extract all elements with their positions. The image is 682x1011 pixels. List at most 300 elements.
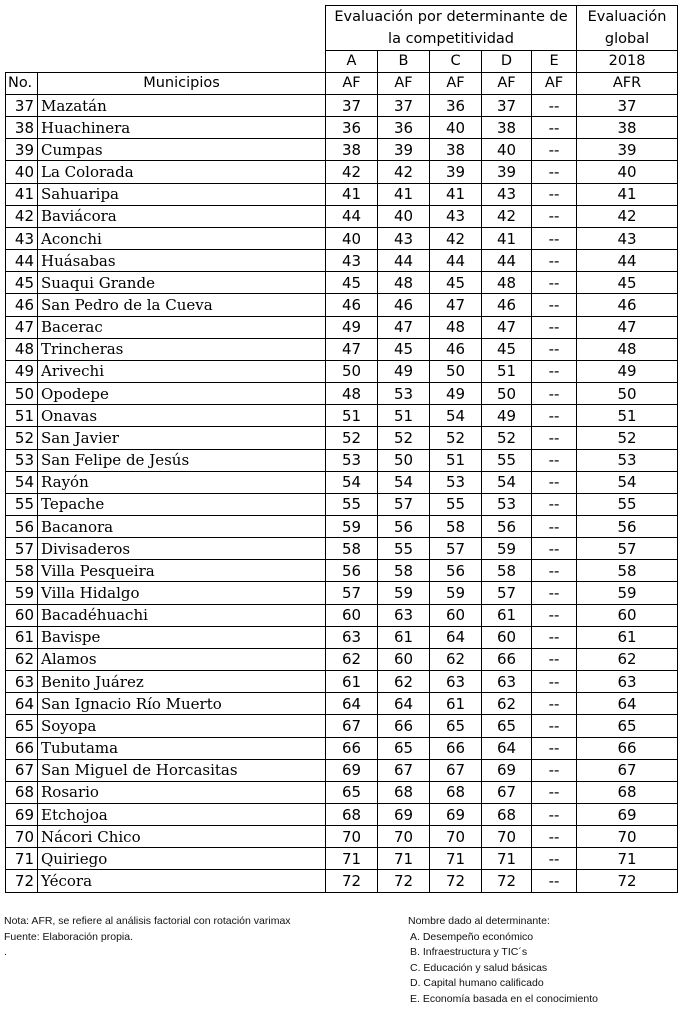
cell-no: 48	[6, 338, 38, 360]
cell-no: 58	[6, 560, 38, 582]
cell-d: 46	[482, 294, 532, 316]
cell-global: 46	[577, 294, 678, 316]
cell-e: --	[532, 870, 577, 892]
cell-e: --	[532, 781, 577, 803]
cell-c: 66	[430, 737, 482, 759]
cell-c: 44	[430, 250, 482, 272]
cell-d: 41	[482, 227, 532, 249]
cell-municipio: San Pedro de la Cueva	[38, 294, 326, 316]
table-row	[6, 648, 678, 670]
cell-municipio: Suaqui Grande	[38, 272, 326, 294]
table-row	[6, 538, 678, 560]
cell-no: 70	[6, 826, 38, 848]
table-row	[6, 715, 678, 737]
table-row	[6, 693, 678, 715]
cell-e: --	[532, 648, 577, 670]
cell-global: 43	[577, 227, 678, 249]
cell-no: 64	[6, 693, 38, 715]
cell-e: --	[532, 449, 577, 471]
cell-no: 47	[6, 316, 38, 338]
cell-c: 41	[430, 183, 482, 205]
cell-global: 53	[577, 449, 678, 471]
header-letter-d: D	[482, 51, 532, 73]
cell-municipio: Villa Pesqueira	[38, 560, 326, 582]
cell-municipio: San Felipe de Jesús	[38, 449, 326, 471]
cell-d: 51	[482, 360, 532, 382]
cell-global: 60	[577, 604, 678, 626]
cell-global: 50	[577, 383, 678, 405]
cell-global: 61	[577, 626, 678, 648]
cell-b: 65	[378, 737, 430, 759]
table-row	[6, 272, 678, 294]
cell-no: 51	[6, 405, 38, 427]
cell-no: 65	[6, 715, 38, 737]
cell-no: 43	[6, 227, 38, 249]
cell-e: --	[532, 117, 577, 139]
cell-d: 42	[482, 205, 532, 227]
cell-b: 61	[378, 626, 430, 648]
cell-b: 72	[378, 870, 430, 892]
cell-global: 57	[577, 538, 678, 560]
cell-d: 66	[482, 648, 532, 670]
cell-municipio: Sahuaripa	[38, 183, 326, 205]
table-row	[6, 781, 678, 803]
cell-d: 54	[482, 471, 532, 493]
cell-d: 69	[482, 759, 532, 781]
cell-e: --	[532, 804, 577, 826]
cell-e: --	[532, 671, 577, 693]
cell-no: 49	[6, 360, 38, 382]
cell-a: 61	[326, 671, 378, 693]
cell-e: --	[532, 715, 577, 737]
cell-global: 44	[577, 250, 678, 272]
cell-global: 63	[577, 671, 678, 693]
cell-municipio: San Javier	[38, 427, 326, 449]
cell-c: 65	[430, 715, 482, 737]
cell-a: 72	[326, 870, 378, 892]
cell-e: --	[532, 272, 577, 294]
cell-d: 70	[482, 826, 532, 848]
header-blank-top	[6, 6, 326, 73]
cell-global: 45	[577, 272, 678, 294]
cell-municipio: Quiriego	[38, 848, 326, 870]
cell-municipio: Arivechi	[38, 360, 326, 382]
cell-municipio: Benito Juárez	[38, 671, 326, 693]
cell-c: 61	[430, 693, 482, 715]
header-letter-e: E	[532, 51, 577, 73]
note-text: Nota: AFR, se refiere al análisis factorial con rotación varimax	[4, 915, 291, 927]
ranking-table	[5, 5, 678, 893]
table-row	[6, 250, 678, 272]
table-row	[6, 427, 678, 449]
cell-b: 37	[378, 95, 430, 117]
cell-a: 65	[326, 781, 378, 803]
cell-d: 47	[482, 316, 532, 338]
cell-a: 37	[326, 95, 378, 117]
cell-e: --	[532, 227, 577, 249]
cell-global: 47	[577, 316, 678, 338]
cell-d: 39	[482, 161, 532, 183]
header-year: 2018	[577, 51, 678, 73]
cell-a: 50	[326, 360, 378, 382]
cell-no: 68	[6, 781, 38, 803]
cell-global: 41	[577, 183, 678, 205]
table-row	[6, 383, 678, 405]
cell-municipio: La Colorada	[38, 161, 326, 183]
cell-no: 59	[6, 582, 38, 604]
cell-b: 71	[378, 848, 430, 870]
table-row	[6, 360, 678, 382]
cell-c: 48	[430, 316, 482, 338]
cell-c: 68	[430, 781, 482, 803]
cell-b: 58	[378, 560, 430, 582]
cell-b: 44	[378, 250, 430, 272]
table-row	[6, 95, 678, 117]
table-row	[6, 870, 678, 892]
cell-d: 58	[482, 560, 532, 582]
cell-d: 72	[482, 870, 532, 892]
cell-municipio: Etchojoa	[38, 804, 326, 826]
cell-c: 36	[430, 95, 482, 117]
cell-c: 47	[430, 294, 482, 316]
table-row	[6, 493, 678, 515]
cell-b: 47	[378, 316, 430, 338]
cell-a: 38	[326, 139, 378, 161]
cell-c: 53	[430, 471, 482, 493]
cell-c: 67	[430, 759, 482, 781]
cell-global: 59	[577, 582, 678, 604]
cell-global: 65	[577, 715, 678, 737]
cell-c: 52	[430, 427, 482, 449]
table-row	[6, 848, 678, 870]
header-letter-a: A	[326, 51, 378, 73]
cell-global: 62	[577, 648, 678, 670]
table-row	[6, 227, 678, 249]
cell-municipio: Trincheras	[38, 338, 326, 360]
cell-a: 66	[326, 737, 378, 759]
cell-b: 63	[378, 604, 430, 626]
cell-no: 61	[6, 626, 38, 648]
cell-a: 40	[326, 227, 378, 249]
cell-b: 45	[378, 338, 430, 360]
cell-e: --	[532, 471, 577, 493]
cell-d: 57	[482, 582, 532, 604]
table-row	[6, 604, 678, 626]
cell-global: 67	[577, 759, 678, 781]
cell-e: --	[532, 759, 577, 781]
cell-e: --	[532, 427, 577, 449]
cell-municipio: San Ignacio Río Muerto	[38, 693, 326, 715]
cell-c: 71	[430, 848, 482, 870]
cell-b: 41	[378, 183, 430, 205]
cell-municipio: Bacanora	[38, 515, 326, 537]
table-row	[6, 582, 678, 604]
cell-municipio: San Miguel de Horcasitas	[38, 759, 326, 781]
cell-b: 46	[378, 294, 430, 316]
header-af-d: AF	[482, 73, 532, 95]
cell-e: --	[532, 383, 577, 405]
cell-a: 70	[326, 826, 378, 848]
cell-no: 56	[6, 515, 38, 537]
cell-a: 52	[326, 427, 378, 449]
cell-d: 48	[482, 272, 532, 294]
cell-e: --	[532, 538, 577, 560]
cell-a: 69	[326, 759, 378, 781]
cell-b: 66	[378, 715, 430, 737]
cell-c: 46	[430, 338, 482, 360]
cell-no: 40	[6, 161, 38, 183]
cell-b: 36	[378, 117, 430, 139]
cell-municipio: Soyopa	[38, 715, 326, 737]
cell-c: 50	[430, 360, 482, 382]
header-group-global: Evaluación global	[577, 6, 678, 51]
header-af-b: AF	[378, 73, 430, 95]
notes-block	[4, 914, 291, 961]
table-row	[6, 804, 678, 826]
cell-d: 43	[482, 183, 532, 205]
cell-b: 48	[378, 272, 430, 294]
cell-municipio: Divisaderos	[38, 538, 326, 560]
cell-municipio: Rosario	[38, 781, 326, 803]
cell-municipio: Tepache	[38, 493, 326, 515]
cell-b: 42	[378, 161, 430, 183]
cell-no: 37	[6, 95, 38, 117]
cell-b: 59	[378, 582, 430, 604]
cell-c: 38	[430, 139, 482, 161]
cell-c: 69	[430, 804, 482, 826]
cell-c: 56	[430, 560, 482, 582]
cell-b: 68	[378, 781, 430, 803]
cell-d: 65	[482, 715, 532, 737]
header-letter-b: B	[378, 51, 430, 73]
cell-global: 71	[577, 848, 678, 870]
cell-e: --	[532, 604, 577, 626]
cell-global: 54	[577, 471, 678, 493]
cell-a: 47	[326, 338, 378, 360]
cell-d: 44	[482, 250, 532, 272]
cell-municipio: Villa Hidalgo	[38, 582, 326, 604]
cell-c: 49	[430, 383, 482, 405]
table-row	[6, 294, 678, 316]
determinante-a: A. Desempeño económico	[410, 930, 534, 943]
table-row	[6, 737, 678, 759]
cell-c: 63	[430, 671, 482, 693]
cell-a: 49	[326, 316, 378, 338]
cell-d: 63	[482, 671, 532, 693]
cell-d: 38	[482, 117, 532, 139]
cell-no: 44	[6, 250, 38, 272]
header-letter-c: C	[430, 51, 482, 73]
cell-a: 44	[326, 205, 378, 227]
cell-b: 51	[378, 405, 430, 427]
cell-global: 51	[577, 405, 678, 427]
cell-e: --	[532, 183, 577, 205]
determinante-d: D. Capital humano calificado	[410, 977, 544, 989]
cell-a: 45	[326, 272, 378, 294]
cell-no: 63	[6, 671, 38, 693]
cell-no: 39	[6, 139, 38, 161]
table-row	[6, 139, 678, 161]
cell-no: 66	[6, 737, 38, 759]
cell-e: --	[532, 161, 577, 183]
table-row	[6, 183, 678, 205]
cell-e: --	[532, 515, 577, 537]
header-af-e: AF	[532, 73, 577, 95]
cell-c: 54	[430, 405, 482, 427]
note-dot: .	[4, 946, 7, 958]
cell-d: 50	[482, 383, 532, 405]
cell-a: 71	[326, 848, 378, 870]
cell-a: 68	[326, 804, 378, 826]
cell-d: 45	[482, 338, 532, 360]
cell-b: 53	[378, 383, 430, 405]
cell-global: 48	[577, 338, 678, 360]
cell-global: 72	[577, 870, 678, 892]
cell-d: 67	[482, 781, 532, 803]
cell-d: 59	[482, 538, 532, 560]
cell-a: 51	[326, 405, 378, 427]
cell-d: 71	[482, 848, 532, 870]
cell-no: 55	[6, 493, 38, 515]
table-row	[6, 117, 678, 139]
cell-a: 67	[326, 715, 378, 737]
cell-b: 70	[378, 826, 430, 848]
cell-e: --	[532, 360, 577, 382]
header-no: No.	[6, 73, 38, 95]
cell-municipio: Rayón	[38, 471, 326, 493]
cell-d: 68	[482, 804, 532, 826]
cell-d: 60	[482, 626, 532, 648]
cell-no: 57	[6, 538, 38, 560]
cell-global: 42	[577, 205, 678, 227]
cell-municipio: Mazatán	[38, 95, 326, 117]
cell-municipio: Alamos	[38, 648, 326, 670]
cell-d: 55	[482, 449, 532, 471]
cell-e: --	[532, 338, 577, 360]
header-municipios: Municipios	[38, 73, 326, 95]
cell-c: 64	[430, 626, 482, 648]
source-text: Fuente: Elaboración propia.	[4, 930, 133, 943]
cell-no: 72	[6, 870, 38, 892]
determinante-e: E. Economía basada en el conocimiento	[410, 992, 598, 1005]
table-row	[6, 316, 678, 338]
cell-no: 52	[6, 427, 38, 449]
cell-global: 49	[577, 360, 678, 382]
cell-a: 63	[326, 626, 378, 648]
cell-c: 59	[430, 582, 482, 604]
cell-e: --	[532, 737, 577, 759]
cell-c: 40	[430, 117, 482, 139]
table-row	[6, 338, 678, 360]
table-row	[6, 471, 678, 493]
cell-b: 54	[378, 471, 430, 493]
cell-e: --	[532, 826, 577, 848]
determinante-b: B. Infraestructura y TIC´s	[410, 946, 528, 958]
cell-b: 55	[378, 538, 430, 560]
cell-municipio: Aconchi	[38, 227, 326, 249]
cell-a: 57	[326, 582, 378, 604]
cell-c: 39	[430, 161, 482, 183]
cell-no: 71	[6, 848, 38, 870]
cell-no: 46	[6, 294, 38, 316]
cell-b: 57	[378, 493, 430, 515]
cell-c: 42	[430, 227, 482, 249]
cell-b: 39	[378, 139, 430, 161]
cell-a: 41	[326, 183, 378, 205]
cell-c: 62	[430, 648, 482, 670]
table-row	[6, 626, 678, 648]
cell-no: 50	[6, 383, 38, 405]
cell-global: 64	[577, 693, 678, 715]
cell-global: 40	[577, 161, 678, 183]
cell-b: 69	[378, 804, 430, 826]
cell-no: 38	[6, 117, 38, 139]
cell-c: 43	[430, 205, 482, 227]
cell-e: --	[532, 560, 577, 582]
table-row	[6, 671, 678, 693]
cell-c: 58	[430, 515, 482, 537]
cell-a: 54	[326, 471, 378, 493]
cell-no: 60	[6, 604, 38, 626]
cell-global: 56	[577, 515, 678, 537]
cell-a: 56	[326, 560, 378, 582]
cell-global: 52	[577, 427, 678, 449]
cell-a: 48	[326, 383, 378, 405]
cell-no: 62	[6, 648, 38, 670]
cell-global: 39	[577, 139, 678, 161]
cell-municipio: Tubutama	[38, 737, 326, 759]
cell-municipio: Baviácora	[38, 205, 326, 227]
cell-a: 60	[326, 604, 378, 626]
cell-global: 69	[577, 804, 678, 826]
table-row	[6, 405, 678, 427]
cell-no: 53	[6, 449, 38, 471]
cell-d: 64	[482, 737, 532, 759]
cell-a: 58	[326, 538, 378, 560]
cell-global: 66	[577, 737, 678, 759]
cell-global: 55	[577, 493, 678, 515]
cell-municipio: Bavispe	[38, 626, 326, 648]
cell-c: 45	[430, 272, 482, 294]
cell-d: 56	[482, 515, 532, 537]
cell-municipio: Huásabas	[38, 250, 326, 272]
header-group-determinantes: Evaluación por determinante de la competitividad	[326, 6, 577, 51]
cell-b: 56	[378, 515, 430, 537]
cell-d: 37	[482, 95, 532, 117]
cell-a: 55	[326, 493, 378, 515]
cell-municipio: Opodepe	[38, 383, 326, 405]
cell-e: --	[532, 250, 577, 272]
cell-b: 64	[378, 693, 430, 715]
cell-e: --	[532, 294, 577, 316]
cell-d: 53	[482, 493, 532, 515]
cell-d: 40	[482, 139, 532, 161]
cell-global: 58	[577, 560, 678, 582]
cell-no: 69	[6, 804, 38, 826]
cell-a: 64	[326, 693, 378, 715]
cell-e: --	[532, 493, 577, 515]
cell-global: 37	[577, 95, 678, 117]
cell-e: --	[532, 95, 577, 117]
table-row	[6, 205, 678, 227]
cell-municipio: Cumpas	[38, 139, 326, 161]
cell-e: --	[532, 205, 577, 227]
cell-a: 46	[326, 294, 378, 316]
cell-c: 72	[430, 870, 482, 892]
cell-no: 45	[6, 272, 38, 294]
table-row	[6, 826, 678, 848]
cell-c: 70	[430, 826, 482, 848]
